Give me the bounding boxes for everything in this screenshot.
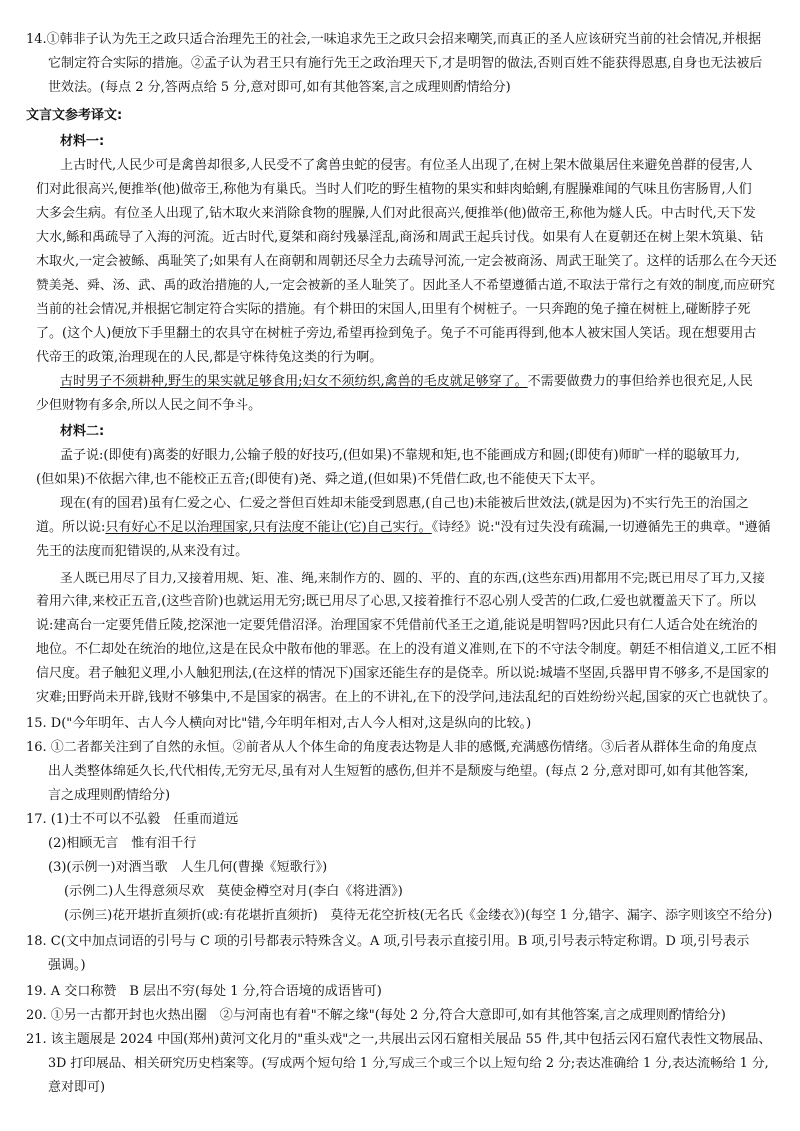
underlined-sentence: 只有好心不足以治理国家,只有法度不能让(它)自己实行。: [105, 520, 432, 535]
q21-line: 3D 打印展品、相关研究历史档案等。(写成两个短句给 1 分,写成三个或三个以上短句给 2 分;表达准确给 1 分,表达流畅给 1 分,: [48, 1056, 769, 1071]
q19-answer: 19. A 交口称赞 B 层出不穷(每处 1 分,符合语境的成语皆可): [26, 984, 382, 999]
material2-para2-line-2: [36, 520, 771, 536]
q15-answer: 15. D("今年明年、古人今人横向对比"错,今年明年相对,古人今人相对,这是纵向的比较。): [26, 716, 532, 731]
q14-line-3: 世效法。(每点 2 分,答两点给 5 分,意对即可,如有其他答案,言之成理则酌情给分): [48, 80, 511, 95]
q16-line: 16. ①二者都关注到了自然的永恒。②前者从人个体生命的角度表达物是人非的感慨,充满感伤情绪。③后者从群体生命的角度点: [26, 740, 757, 755]
material1-line: 赞美尧、舜、汤、武、禹的政治措施的人,一定会被新的圣人耻笑了。因此圣人不希望遵循古道,不取法于常行之有效的制度,而应研究: [36, 278, 775, 293]
q21-line: 意对即可): [48, 1080, 106, 1095]
material1-line: 上古时代,人民少可是禽兽却很多,人民受不了禽兽虫蛇的侵害。有位圣人出现了,在树上架木做巢居住来避免兽群的侵害,人: [60, 158, 753, 173]
q17-line: (3)(示例一)对酒当歌 人生几何(曹操《短歌行》): [48, 860, 328, 875]
material1-line: 们对此很高兴,便推举(他)做帝王,称他为有巢氏。当时人们吃的野生植物的果实和蚌肉蛤蜊,有腥臊难闻的气味且伤害肠胃,人们: [36, 182, 752, 197]
material2-line: 地位。不仁却处在统治的地位,这是在民众中散布他的罪恶。在上的没有道义准则,在下的不守法令制度。朝廷不相信道义,工匠不相: [36, 642, 777, 657]
q17-line: (示例二)人生得意须尽欢 莫使金樽空对月(李白《将进酒》): [64, 884, 403, 899]
q17-line: (示例三)花开堪折直须折(或:有花堪折直须折) 莫待无花空折枝(无名氏《金缕衣》)(每空 1 分,错字、漏字、添字则该空不给分): [64, 908, 773, 923]
material1-line: 木取火,一定会被鲧、禹耻笑了;如果有人在商朝和周朝还尽全力去疏导河流,一定会被商汤、周武王耻笑了。这样的话那么在今天还: [36, 254, 777, 269]
material2-line: 灾难;田野尚未开辟,钱财不够集中,不是国家的祸害。在上的不讲礼,在下的没学问,违法乱纪的百姓纷纷兴起,国家的灭亡也就快了。: [36, 690, 777, 705]
material1-line: 大水,鲧和禹疏导了入海的河流。近古时代,夏桀和商纣残暴淫乱,商汤和周武王起兵讨伐。如果有人在夏朝还在树上架木筑巢、钻: [36, 230, 764, 245]
material1-para2-line-1: [60, 374, 753, 390]
material2-heading: 材料二:: [60, 424, 105, 439]
material1-line: 大多会生病。有位圣人出现了,钻木取火来消除食物的腥臊,人们对此很高兴,便推举(他)做帝王,称他为燧人氏。中古时代,天下发: [36, 206, 756, 221]
material2-line: 说:建高台一定要凭借丘陵,挖深池一定要凭借沼泽。治理国家不凭借前代圣王之道,能说是明智吗?因此只有仁人适合处在统治的: [36, 618, 758, 633]
q20-answer: 20. ①另一古都开封也火热出圈 ②与河南也有着"不解之缘"(每处 2 分,符合大意即可,如有其他答案,言之成理则酌情给分): [26, 1008, 726, 1023]
material2-line: 先王的法度而犯错误的,从来没有过。: [36, 544, 249, 559]
q17-line: 17. (1)士不可以不弘毅 任重而道远: [26, 812, 239, 827]
material2-line: 现在(有的国君)虽有仁爱之心、仁爱之誉但百姓却未能受到恩惠,(自己也)未能被后世效法,(就是因为)不实行先王的治国之: [60, 496, 749, 511]
q16-line: 言之成理则酌情给分): [48, 788, 171, 803]
q18-line: 18. C(文中加点词语的引号与 C 项的引号都表示特殊含义。A 项,引号表示直接引用。B 项,引号表示特定称谓。D 项,引号表示: [26, 934, 750, 949]
material1-para2-rest: 不需要做费力的事但给养也很充足,人民: [527, 374, 753, 389]
underlined-sentence: 古时男子不须耕种,野生的果实就足够食用;妇女不须纺织,禽兽的毛皮就足够穿了。: [60, 374, 528, 389]
q21-line: 21. 该主题展是 2024 中国(郑州)黄河文化月的"重头戏"之一,共展出云冈石窟相关展品 55 件,其中包括云冈石窟代表性文物展品、: [26, 1032, 772, 1047]
material2-line: 圣人既已用尽了目力,又接着用规、矩、准、绳,来制作方的、圆的、平的、直的东西,(这些东西)用都用不完;既已用尽了耳力,又接: [60, 570, 765, 585]
material2-line: 信尺度。君子触犯义理,小人触犯刑法,(在这样的情况下)国家还能生存的是侥幸。所以说:城墙不坚固,兵器甲胄不够多,不是国家的: [36, 666, 770, 681]
material1-line: 代帝王的政策,治理现在的人民,都是守株待兔这类的行为啊。: [36, 350, 383, 365]
material2-para2-intro: 道。所以说:: [36, 520, 106, 535]
material1-para2-line-2: 少但财物有多余,所以人民之间不争斗。: [36, 398, 262, 413]
material1-heading: 材料一:: [60, 134, 105, 149]
q14-line-2: 它制定符合实际的措施。②孟子认为君王只有施行先王之政治理天下,才是明智的做法,否则百姓不能获得恩惠,自身也无法被后: [48, 56, 763, 71]
translation-heading: 文言文参考译文:: [26, 108, 123, 123]
material2-line: (但如果)不依据六律,也不能校正五音;(即使有)尧、舜之道,(但如果)不凭借仁政,也不能使天下太平。: [36, 472, 604, 487]
material2-line: 着用六律,来校正五音,(这些音阶)也就运用无穷;既已用尽了心思,又接着推行不忍心别人受苦的仁政,仁爱也就覆盖天下了。所以: [36, 594, 757, 609]
material2-para2-quote: 《诗经》说:"没有过失没有疏漏,一切遵循先王的典章。"遵循: [431, 520, 771, 535]
q14-line-1: 14.①韩非子认为先王之政只适合治理先王的社会,一味追求先王之政只会招来嘲笑,而真正的圣人应该研究当前的社会情况,并根据: [26, 32, 762, 47]
material1-line: 了。(这个人)便放下手里翻土的农具守在树桩子旁边,希望再捡到兔子。兔子不可能再得到,他本人被宋国人笑话。现在想要用古: [36, 326, 757, 341]
material1-line: 当前的社会情况,并根据它制定符合实际的措施。有个耕田的宋国人,田里有个树桩子。一只奔跑的兔子撞在树桩上,碰断脖子死: [36, 302, 751, 317]
q17-line: (2)相顾无言 惟有泪千行: [48, 836, 197, 851]
q18-line: 强调。): [48, 958, 86, 973]
material2-line: 孟子说:(即使有)离娄的好眼力,公输子般的好技巧,(但如果)不靠规和矩,也不能画成方和圆;(即使有)师旷一样的聪敏耳力,: [60, 448, 740, 463]
q16-line: 出人类整体绵延久长,代代相传,无穷无尽,虽有对人生短暂的感伤,但并不是颓废与绝望。(每点 2 分,意对即可,如有其他答案,: [48, 764, 749, 779]
